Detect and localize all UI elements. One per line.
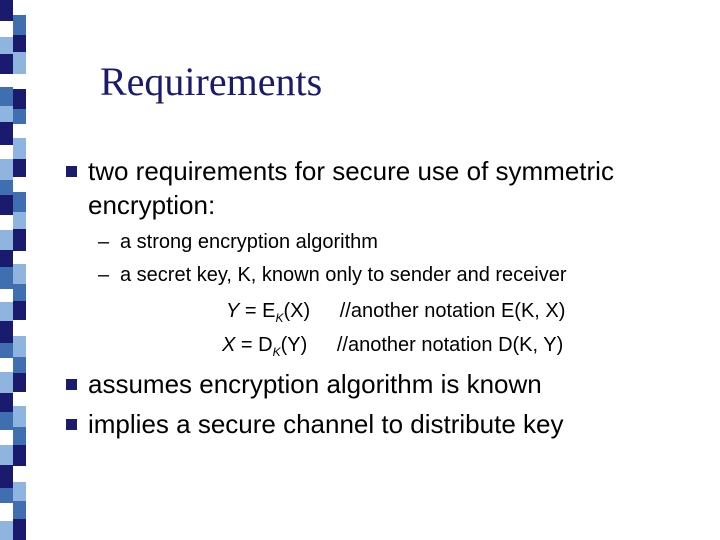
- bullet-text: assumes encryption algorithm is known: [88, 369, 542, 399]
- strip-block: [0, 37, 13, 54]
- strip-block: [0, 215, 13, 230]
- strip-block: [0, 412, 13, 429]
- strip-block: [0, 321, 13, 342]
- strip-block: [0, 122, 13, 145]
- strip-block: [13, 501, 26, 518]
- strip-block: [0, 430, 13, 445]
- strip-block: [13, 427, 26, 444]
- strip-column-left: [0, 0, 13, 540]
- strip-block: [0, 145, 13, 158]
- strip-block: [13, 392, 26, 405]
- bullet-square-icon: [66, 419, 77, 430]
- strip-block: [0, 372, 13, 393]
- strip-block: [13, 74, 26, 89]
- strip-block: [0, 106, 13, 121]
- formula-comment: //another notation D(K, Y): [336, 334, 564, 356]
- strip-block: [13, 406, 26, 427]
- strip-block: [0, 180, 13, 195]
- bullet-text: implies a secure channel to distribute key: [88, 409, 564, 439]
- formula-args: (X): [283, 300, 311, 322]
- strip-block: [0, 54, 13, 73]
- strip-block: [0, 465, 13, 488]
- strip-block: [0, 250, 13, 267]
- strip-block: [13, 192, 26, 211]
- strip-block: [0, 358, 13, 371]
- strip-block: [13, 177, 26, 192]
- strip-block: [0, 289, 13, 302]
- strip-block: [13, 0, 26, 15]
- strip-block: [13, 212, 26, 229]
- strip-block: [0, 230, 13, 249]
- strip-block: [0, 195, 13, 214]
- formula-encryption: [226, 300, 565, 325]
- formula-lhs: Y: [226, 300, 240, 322]
- strip-block: [13, 301, 26, 320]
- strip-block: [13, 373, 26, 392]
- bullet-text-continued: encryption:: [88, 190, 216, 220]
- decorative-left-strip: [0, 0, 26, 540]
- strip-block: [0, 302, 13, 321]
- strip-block: [13, 320, 26, 335]
- strip-block: [13, 52, 26, 73]
- strip-block: [13, 229, 26, 250]
- bullet-text: two requirements for secure use of symmetric: [88, 156, 614, 186]
- slide-title: Requirements: [100, 59, 323, 104]
- formula-op: = D: [235, 334, 273, 356]
- formula-lhs: X: [222, 334, 236, 356]
- strip-block: [0, 488, 13, 503]
- strip-block: [13, 109, 26, 124]
- dash-icon: –: [98, 231, 110, 253]
- strip-block: [13, 35, 26, 52]
- formula-comment: //another notation E(K, X): [339, 300, 566, 322]
- strip-block: [13, 482, 26, 501]
- strip-block: [0, 267, 13, 288]
- strip-block: [0, 159, 13, 180]
- formula-subscript: K: [272, 345, 281, 359]
- strip-block: [0, 0, 13, 21]
- strip-block: [13, 519, 26, 540]
- strip-block: [13, 357, 26, 372]
- strip-block: [13, 284, 26, 301]
- strip-block: [13, 15, 26, 34]
- bullet-square-icon: [66, 379, 77, 390]
- formula-decryption: [222, 334, 563, 359]
- subbullet-text: a secret key, K, known only to sender and receiver: [120, 264, 567, 286]
- strip-block: [13, 159, 26, 176]
- bullet-square-icon: [66, 166, 77, 177]
- strip-block: [13, 336, 26, 357]
- formula-subscript: K: [275, 311, 284, 325]
- strip-block: [13, 89, 26, 108]
- strip-block: [0, 521, 13, 540]
- formula-op: = E: [239, 300, 276, 322]
- strip-block: [13, 445, 26, 466]
- strip-block: [13, 264, 26, 283]
- strip-block: [13, 138, 26, 159]
- strip-block: [13, 251, 26, 264]
- strip-block: [0, 21, 13, 36]
- formula-args: (Y): [280, 334, 308, 356]
- subbullet-text: a strong encryption algorithm: [120, 231, 378, 253]
- strip-block: [0, 393, 13, 412]
- strip-block: [13, 124, 26, 137]
- strip-block: [0, 503, 13, 520]
- strip-block: [13, 466, 26, 481]
- strip-column-right: [13, 0, 26, 540]
- strip-block: [0, 74, 13, 87]
- dash-icon: –: [98, 264, 110, 286]
- strip-block: [0, 445, 13, 464]
- strip-block: [0, 87, 13, 106]
- strip-block: [0, 343, 13, 358]
